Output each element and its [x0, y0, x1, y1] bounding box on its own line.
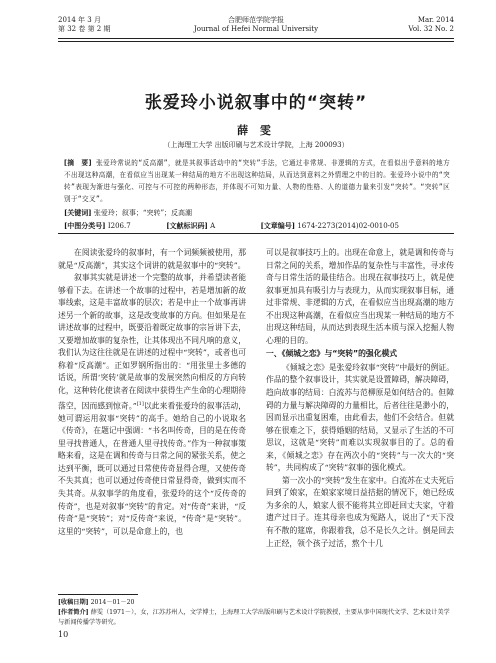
journal-name — [58, 16, 454, 34]
issue-date-en: Mar. 2014 — [417, 16, 454, 24]
author-bio-label: [作者简介] — [58, 609, 89, 616]
paragraph: 可以是叙事技巧上的。出现在命意上，就是调和传奇与日常之间的关系，增加作品的复杂性与丰富性，寻求传奇与日常生活的最佳结合。出现在叙事技巧上，就是使叙事更加具有吸引力与表现力，从而实现叙事目标，通过非常规、非逻辑的方式，在看似应当出现高潮的地方不出现这种高潮，在看似应当出现某一种结局的地方不出现这种结局，从而达到表现生活本质与深入挖掘人物心理的目的。 — [266, 248, 454, 345]
cls-value: I206.7 — [107, 222, 131, 230]
issue-volume-line: 第 32 卷 第 2 期 — [58, 25, 111, 33]
issue-info-en — [408, 16, 454, 34]
classification-line — [64, 221, 450, 231]
footnote — [58, 598, 454, 628]
paragraph: 在阅读张爱玲的叙事时，有一个词频频被使用，那就是“反高潮”，其实这个词讲的就是叙事中的“突转”。 — [58, 248, 246, 270]
paragraph-text: 以此来看张爱玲的叙事活动，她可谓运用叙事“突转”的高手。她给自己的小说取名《传奇》，在题记中强调：“书名叫传奇，目的是在传奇里寻找普通人，在普通人里寻找传奇。”作为一种叙事策略来看，这是在调和传奇与日常之间的紧张关系，使之达到平衡，既可以通过日常使传奇显得合理，又使传奇不失其真；也可以通过传奇使日常显得奇，做到实而不失其奇。从叙事学的角度看，张爱玲的这个“反传奇的传奇”，也是对叙事“突转”的肯定。对“传奇”来讲，“反传奇”是“突转”；对“反传奇”来说，“传奇”是“突转”。这里的“突转”，可以是命意上的，也 — [58, 401, 246, 536]
body-column-right — [266, 247, 454, 550]
body-column-left — [58, 247, 246, 538]
article-title: 张爱玲小说叙事中的“突转” — [144, 93, 368, 113]
received-date: 2014－01－20 — [90, 599, 135, 606]
header-rule-thick — [58, 38, 454, 39]
keywords-text: 张爱玲；叙事；“突转”；反高潮 — [93, 209, 193, 217]
doc-code-value: A — [210, 222, 216, 230]
paragraph-text: 叙事其实就是讲述一个完整的故事，并希望读者能够看下去。在讲述一个故事的过程中，若是增加新的故事线索，这是丰富故事的层次；若是中止一个故事再讲述另一个新的故事，这是改变故事的方向。但如果是在讲述故事的过程中，既要沿着既定故事的宗旨讲下去，又要增加故事的复杂性，让其体现出不同凡响的意义，我们认为这往往就是在讲述的过程中“突转”，或者也可称着“反高潮”。正如罗钢所指出的：“用张里士多德的话说，所谓‘突转’就是故事的发展突然向相反的方向转化，这种转化使读者在阅读中获得生产生命的心理期待落空，因而感到惊奇。” — [58, 273, 246, 411]
paragraph: 第一次小的“突转”发生在家中。白流苏在丈夫死后回到了娘家，在娘家家境日益拮据的情况下，她已经成为多余的人，娘家人很不能将其立即赶回丈夫家，守着遗产过日子。连其母亲也成为冤路人，说出了“天下没有不散的筵席，你跟着我，总不是长久之计。倒是回去上正经，领个孩子过活，熬个十几 — [266, 475, 454, 548]
doc-code-label: [文献标识码] — [166, 221, 208, 230]
keywords-line — [64, 208, 192, 218]
paragraph — [58, 272, 246, 538]
received-label: [收稿日期] — [58, 599, 89, 606]
journal-name-en: Journal of Hefei Normal University — [193, 25, 319, 33]
abstract-rule — [58, 233, 454, 234]
article-no-label: [文章编号] — [260, 221, 296, 230]
keywords-label: [关键词] — [64, 208, 92, 217]
author-bio: 薛雯（1971－），女，江苏苏州人，文学博士，上海理工大学出版印刷与艺术设计学院教授，主要从事中国现代文学、艺术设计美学与新闻传播学等研究。 — [58, 609, 450, 626]
page-number: 10 — [58, 630, 69, 639]
footnote-rule — [58, 594, 138, 595]
article-author: 薛 雯 — [237, 124, 275, 137]
paragraph: 《倾城之恋》是张爱玲叙事“突转”中最好的例证。作品的整个叙事设计，其实就是设置障碍，解决障碍，趋向故事的结局：白流苏与范柳原是如何结合的。但障碍的力量与解决障碍的力量相比，后者往往是渺小的，因而显示出重复困难，由此看去，他们不会结合。但就够在很难之下，获得婚姻的结局，又显示了生活的不可思议，这就是“突转”而难以实现叙事目的了。总的看来，《倾城之恋》存在两次小的“突转”与一次大的“突转”，共同构成了“突转”叙事的强化模式。 — [266, 362, 454, 473]
header-rule-thin — [58, 41, 454, 42]
journal-name-cn: 合肥师范学院学报 — [228, 16, 284, 24]
cls-label: [中图分类号] — [64, 221, 106, 230]
issue-volume-en: Vol. 32 No. 2 — [408, 25, 454, 33]
section-heading: 一、《倾城之恋》与“突转”的强化模式 — [266, 349, 398, 359]
abstract-block — [64, 157, 450, 205]
article-no-value: 1674-2273(2014)02-0010-05 — [297, 222, 399, 230]
abstract-text: 张爱玲常说的“反高潮”，就是其叙事活动中的“突转”手法，它通过非常规、非逻辑的方式，在看似出乎意料的地方不出现这种高潮，在看似应当出现某一种结局的地方不出现这种结局，从而达到意料之外情理之中的目的。张爱玲小说中的“突转”表现为渐进与强化、可控与不可控的两种形态，并体现不可知力量、人物的性格、人的道德力量来引发“突转”。“突转”区别于“交叉”。 — [64, 159, 450, 203]
footnote-marker: [1] — [136, 400, 144, 407]
abstract-label: [摘 要] — [64, 159, 92, 167]
author-affiliation: （上海理工大学 出版印刷与艺术设计学院，上海 200093） — [163, 141, 349, 149]
issue-date-line: 2014 年 3 月 — [58, 16, 101, 24]
